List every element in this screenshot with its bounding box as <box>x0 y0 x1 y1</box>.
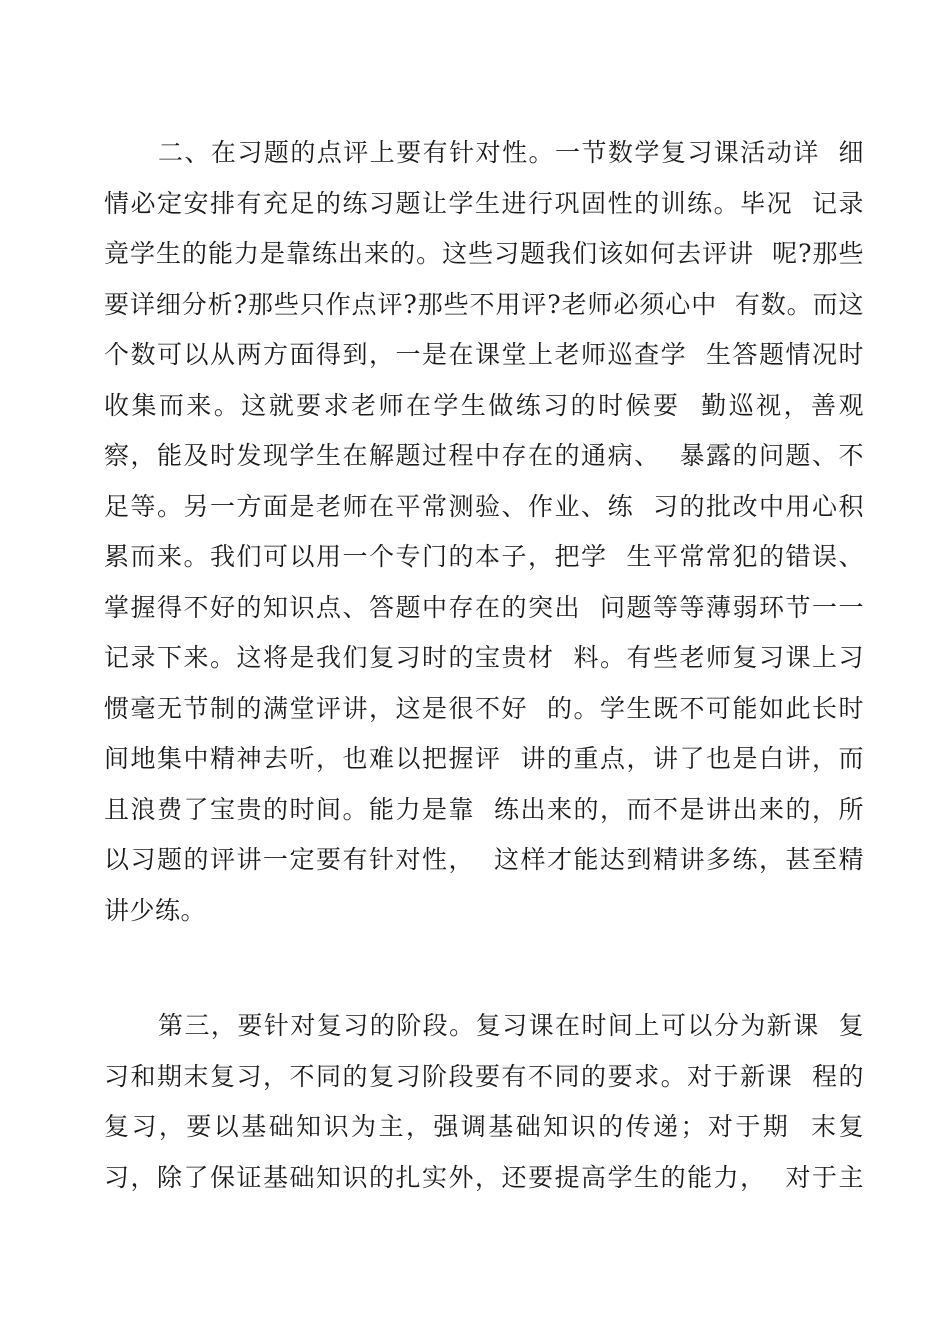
text-line: 习，除了保证基础知识的扎实外，还要提高学生的能力， 对于主 <box>104 1162 864 1192</box>
text-line: 第三，要针对复习的阶段。复习课在时间上可以分为新课 复 <box>158 1011 864 1040</box>
text-line: 且浪费了宝贵的时间。能力是靠 练出来的，而不是讲出来的，所 <box>104 794 864 824</box>
text-line: 惯毫无节制的满堂评讲，这是很不好 的。学生既不可能如此长时 <box>104 693 864 723</box>
text-line: 掌握得不好的知识点、答题中存在的突出 问题等等薄弱环节一一 <box>104 592 864 622</box>
text-line: 个数可以从两方面得到，一是在课堂上老师巡查学 生答题情况时 <box>104 340 864 369</box>
text-line: 竟学生的能力是靠练出来的。这些习题我们该如何去评讲 呢?那些 <box>104 239 864 268</box>
text-line: 讲少练。 <box>104 895 207 925</box>
paragraph-exercise-review <box>104 128 864 936</box>
text-line: 以习题的评讲一定要有针对性， 这样才能达到精讲多练，甚至精 <box>104 845 864 874</box>
text-line: 二、在习题的点评上要有针对性。一节数学复习课活动详 细 <box>158 138 864 167</box>
text-line: 记录下来。这将是我们复习时的宝贵材 料。有些老师复习课上习 <box>104 643 864 672</box>
text-line: 要详细分析?那些只作点评?那些不用评?老师必须心中 有数。而这 <box>104 289 864 319</box>
text-line: 察，能及时发现学生在解题过程中存在的通病、 暴露的问题、不 <box>104 441 864 470</box>
text-line: 累而来。我们可以用一个专门的本子，把学 生平常常犯的错误、 <box>104 542 864 571</box>
text-line: 情必定安排有充足的练习题让学生进行巩固性的训练。毕况 记录 <box>104 188 864 218</box>
text-line: 间地集中精神去听，也难以把握评 讲的重点，讲了也是白讲，而 <box>104 744 864 773</box>
text-line: 习和期末复习，不同的复习阶段要有不同的要求。对于新课 程的 <box>104 1061 864 1091</box>
paragraph-review-stage <box>104 1001 864 1203</box>
text-line: 足等。另一方面是老师在平常测验、作业、练 习的批改中用心积 <box>104 491 864 521</box>
text-line: 收集而来。这就要求老师在学生做练习的时候要 勤巡视，善观 <box>104 390 864 420</box>
text-line: 复习，要以基础知识为主，强调基础知识的传递；对于期 末复 <box>104 1112 864 1141</box>
